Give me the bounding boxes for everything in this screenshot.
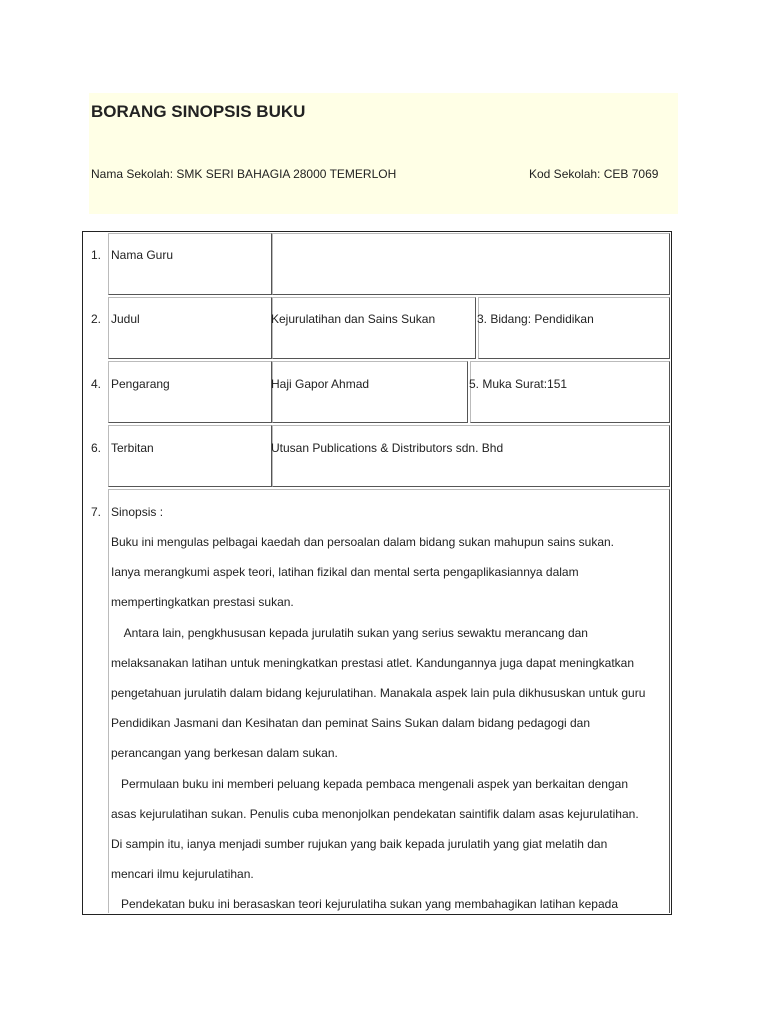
synopsis-line: perancangan yang berkesan dalam sukan. [111, 746, 338, 760]
row1-label: Nama Guru [111, 248, 174, 262]
form-header [89, 93, 678, 214]
row7-number: 7. [91, 505, 102, 519]
row6-value-cell [272, 425, 670, 487]
row4-label: Pengarang [111, 377, 170, 391]
row6-label-cell [108, 425, 272, 487]
school-code: Kod Sekolah: CEB 7069 [529, 167, 659, 181]
row3-bidang: 3. Bidang: Pendidikan [477, 312, 594, 326]
row4-value-cell [272, 361, 468, 423]
row5-muka-surat: 5. Muka Surat:151 [469, 377, 568, 391]
synopsis-label: Sinopsis : [111, 505, 164, 519]
row2-number: 2. [91, 312, 102, 326]
synopsis-line: Di sampin itu, ianya menjadi sumber rujukan yang baik kepada jurulatih yang giat melatih dan [111, 837, 608, 851]
synopsis-line: mencari ilmu kejurulatihan. [111, 867, 254, 881]
row4-extra-cell [470, 361, 670, 423]
row2-label-cell [108, 297, 272, 359]
row4-label-cell [108, 361, 272, 423]
row6-number: 6. [91, 441, 102, 455]
school-name: Nama Sekolah: SMK SERI BAHAGIA 28000 TEMERLOH [91, 167, 397, 181]
row1-label-cell [108, 233, 272, 295]
synopsis-line: Permulaan buku ini memberi peluang kepada pembaca mengenali aspek yan berkaitan dengan [111, 777, 629, 791]
synopsis-line: Ianya merangkumi aspek teori, latihan fizikal dan mental serta pengaplikasiannya dalam [111, 565, 579, 579]
row6-label: Terbitan [111, 441, 154, 455]
synopsis-line: Pendidikan Jasmani dan Kesihatan dan peminat Sains Sukan dalam bidang pedagogi dan [111, 716, 591, 730]
synopsis-line: Antara lain, pengkhususan kepada jurulatih sukan yang serius sewaktu merancang dan [111, 626, 588, 640]
row1-value-cell [272, 233, 670, 295]
synopsis-line: mempertingkatkan prestasi sukan. [111, 595, 294, 609]
row1-number: 1. [91, 248, 102, 262]
form-title: BORANG SINOPSIS BUKU [91, 102, 306, 121]
row4-number: 4. [91, 377, 102, 391]
row4-value: Haji Gapor Ahmad [271, 377, 370, 391]
synopsis-line: melaksanakan latihan untuk meningkatkan prestasi atlet. Kandungannya juga dapat meningkatkan [111, 656, 635, 670]
row6-value: Utusan Publications & Distributors sdn. Bhd [271, 441, 504, 455]
synopsis-line: Pendekatan buku ini berasaskan teori kejurulatiha sukan yang membahagikan latihan kepada [111, 897, 618, 911]
synopsis-line: pengetahuan jurulatih dalam bidang kejurulatihan. Manakala aspek lain pula dikhususkan untuk guru [111, 686, 646, 700]
row2-extra-cell [478, 297, 670, 359]
row2-value: Kejurulatihan dan Sains Sukan [271, 312, 436, 326]
synopsis-line: Buku ini mengulas pelbagai kaedah dan persoalan dalam bidang sukan mahupun sains sukan. [111, 535, 615, 549]
synopsis-line: asas kejurulatihan sukan. Penulis cuba menonjolkan pendekatan saintifik dalam asas kejurulatihan. [111, 807, 639, 821]
row2-value-cell [272, 297, 476, 359]
row2-label: Judul [111, 312, 140, 326]
